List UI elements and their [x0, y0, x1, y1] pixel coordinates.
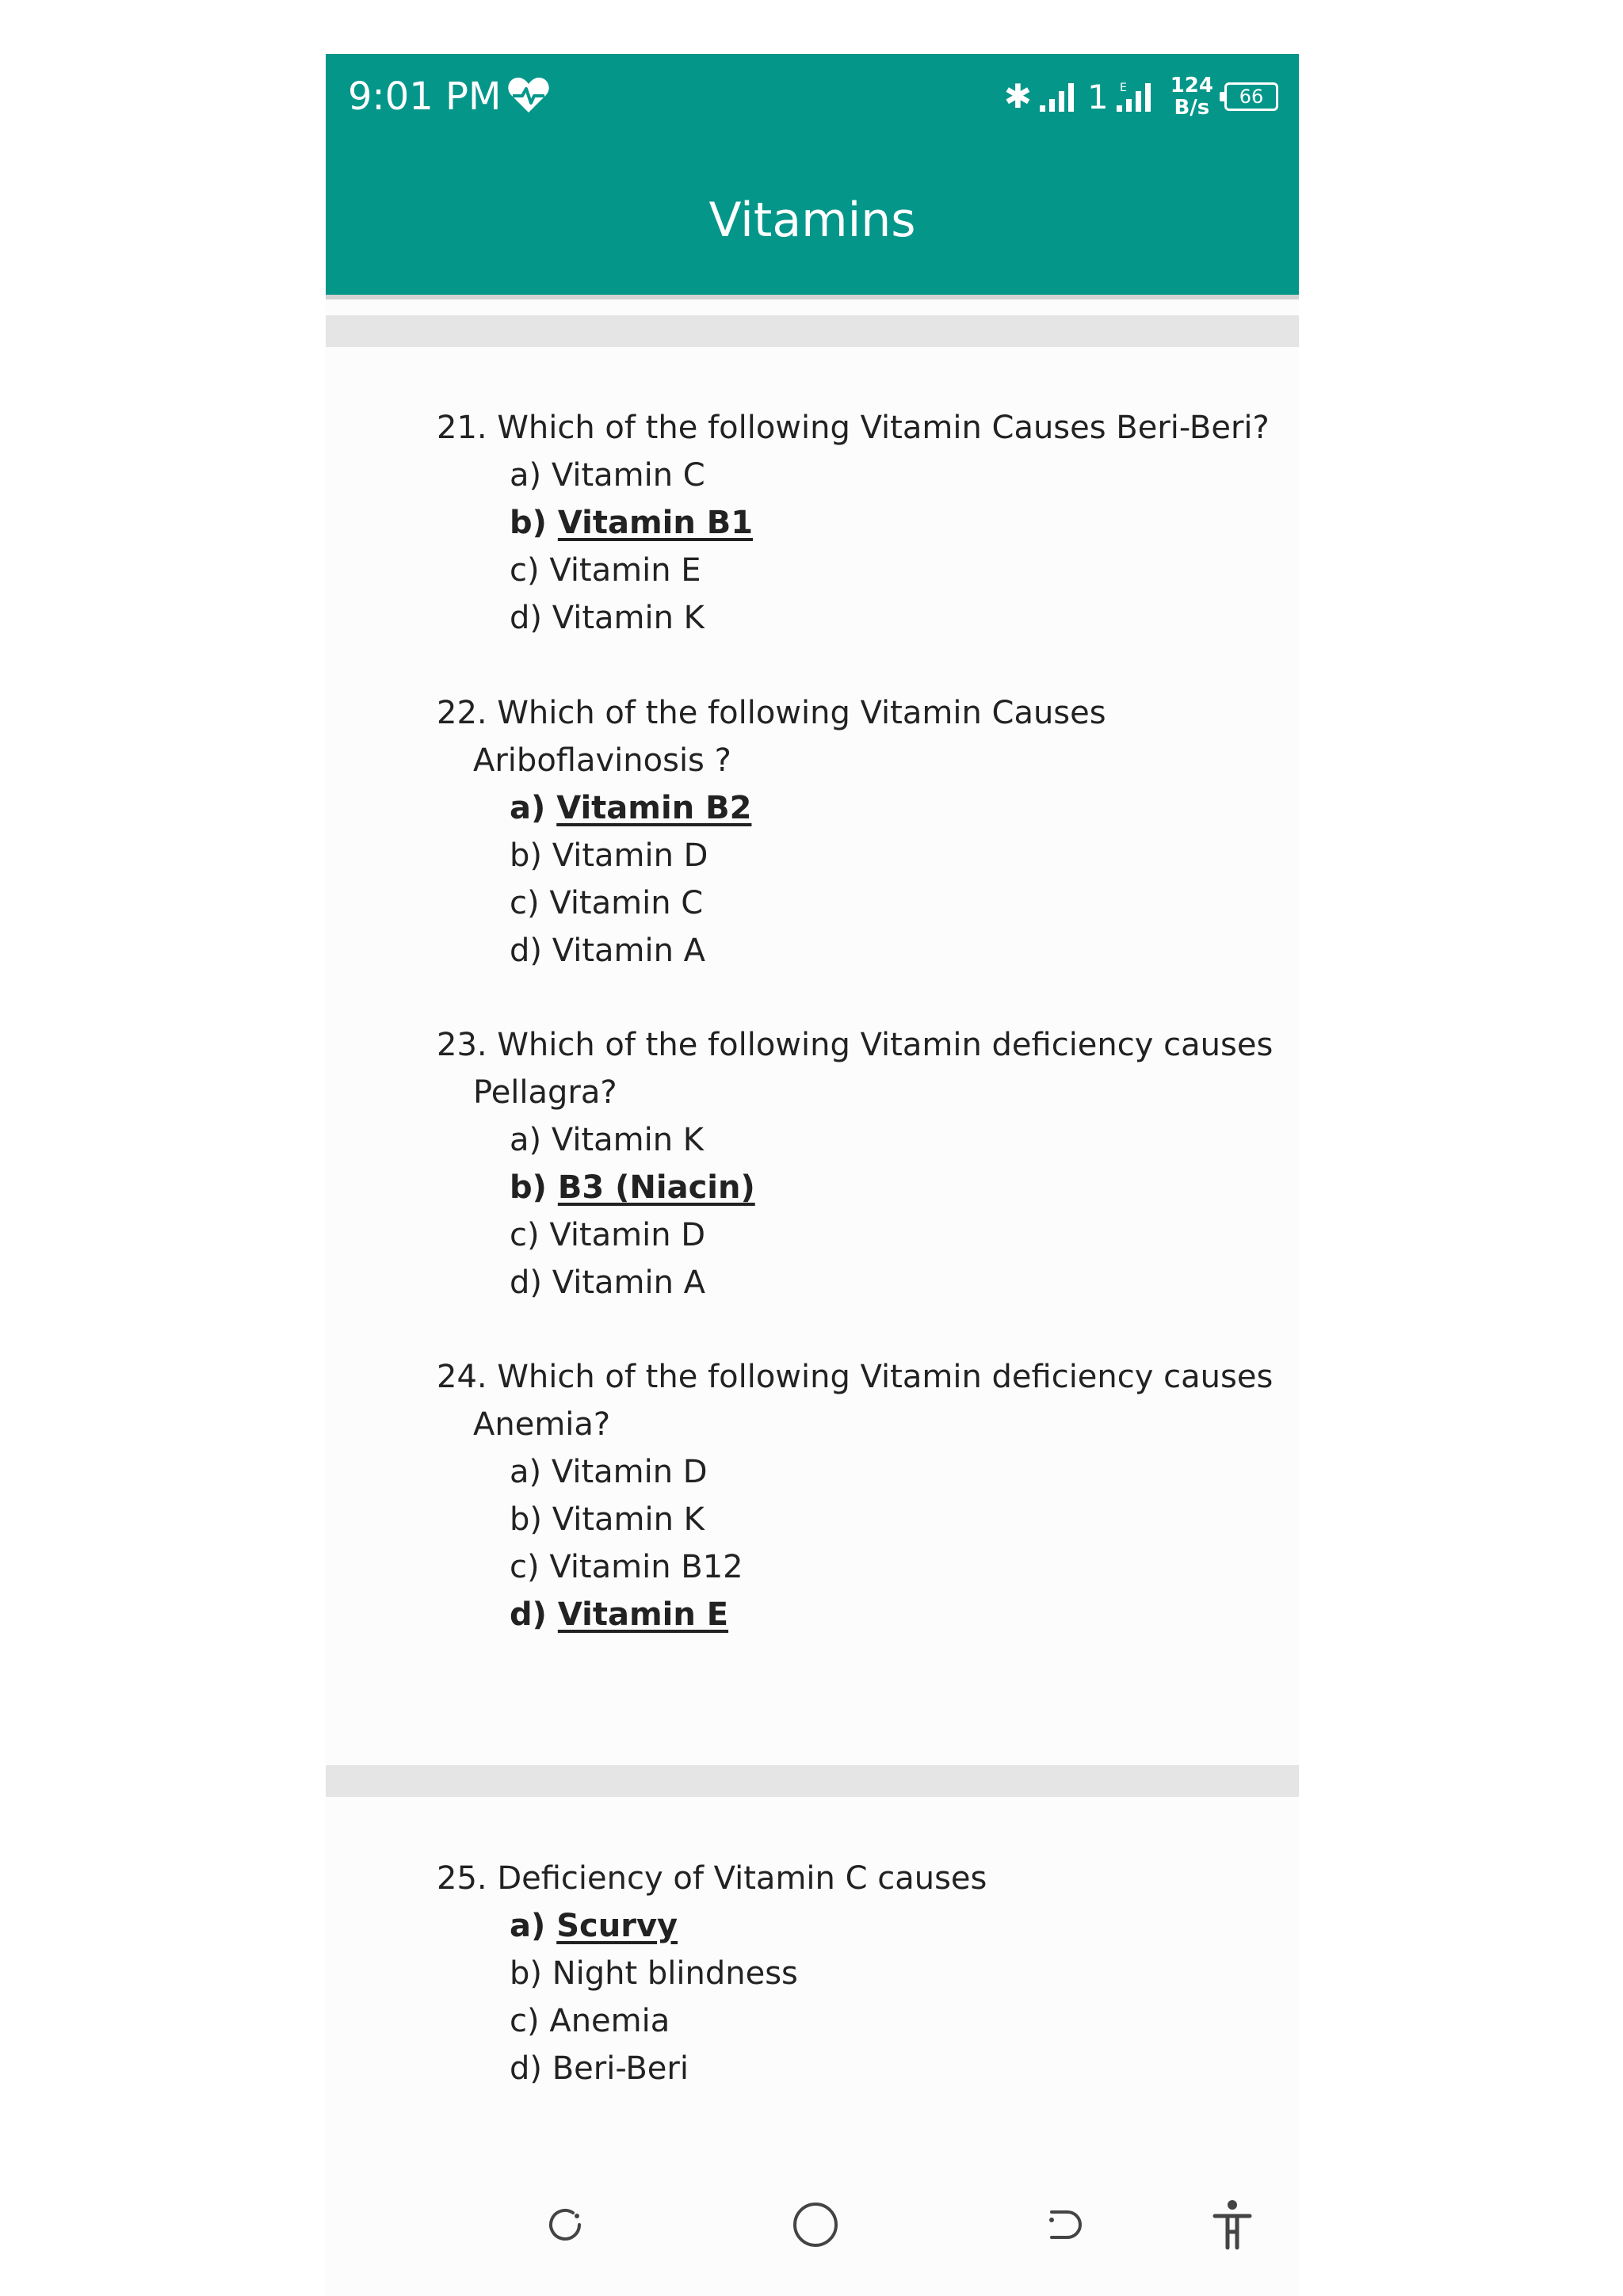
option-d: d) Vitamin A	[510, 933, 706, 969]
question-text: 21. Which of the following Vitamin Causes Beri-Beri?	[437, 410, 1270, 446]
option-a-correct: a) Vitamin B2	[510, 790, 752, 826]
option-b: b) Night blindness	[510, 1955, 798, 1992]
option-d-correct: d) Vitamin E	[510, 1596, 729, 1633]
option-d: d) Vitamin A	[510, 1264, 706, 1301]
option-d: d) Vitamin K	[510, 600, 705, 636]
question-21	[437, 404, 1277, 642]
network-speed	[1170, 74, 1213, 119]
page-separator	[326, 315, 1299, 347]
signal-icon	[1037, 80, 1083, 113]
question-text: 25. Deficiency of Vitamin C causes	[437, 1860, 987, 1897]
signal-e-icon	[1113, 80, 1159, 113]
status-time: 9:01 PM	[348, 74, 502, 119]
recent-apps-button[interactable]	[533, 2193, 597, 2256]
page-title: Vitamins	[708, 193, 916, 248]
navigation-bar	[326, 2169, 1299, 2280]
status-icons	[1004, 65, 1278, 128]
option-a: a) Vitamin K	[510, 1122, 705, 1158]
question-text: 23. Which of the following Vitamin deficiency causes	[437, 1027, 1274, 1063]
question-text-continued: Anemia?	[473, 1406, 611, 1443]
app-bar-shadow	[326, 295, 1299, 299]
battery-icon	[1224, 82, 1278, 111]
question-text-continued: Ariboflavinosis ?	[473, 742, 731, 779]
option-d: d) Beri-Beri	[510, 2050, 689, 2087]
accessibility-button[interactable]	[1201, 2193, 1264, 2256]
home-icon	[790, 2199, 841, 2250]
heart-icon	[506, 74, 551, 116]
question-24	[437, 1353, 1277, 1638]
question-text: 22. Which of the following Vitamin Causes	[437, 695, 1106, 731]
option-c: c) Vitamin B12	[510, 1549, 743, 1585]
option-c: c) Vitamin C	[510, 885, 704, 921]
option-b-correct: b) Vitamin B1	[510, 505, 754, 541]
network-speed-value: 124	[1170, 74, 1213, 97]
option-c: c) Anemia	[510, 2003, 670, 2039]
page-separator	[326, 1765, 1299, 1797]
option-b: b) Vitamin K	[510, 1501, 705, 1538]
recent-apps-icon	[541, 2201, 589, 2248]
question-25	[437, 1855, 1277, 2092]
phone-screen	[326, 54, 1299, 2296]
back-icon	[1041, 2201, 1088, 2248]
question-23	[437, 1021, 1277, 1306]
option-c: c) Vitamin E	[510, 552, 701, 589]
option-b: b) Vitamin D	[510, 837, 708, 874]
option-c: c) Vitamin D	[510, 1217, 706, 1253]
network-speed-unit: B/s	[1174, 96, 1210, 120]
option-a-correct: a) Scurvy	[510, 1908, 678, 1944]
back-button[interactable]	[1033, 2193, 1096, 2256]
question-text: 24. Which of the following Vitamin deficiency causes	[437, 1359, 1274, 1395]
sim-1-label: 1	[1086, 77, 1109, 116]
app-bar	[326, 54, 1299, 295]
bluetooth-icon: ✱	[1003, 77, 1032, 116]
option-a: a) Vitamin D	[510, 1454, 708, 1490]
battery-level: 66	[1239, 86, 1264, 108]
home-button[interactable]	[784, 2193, 847, 2256]
question-22	[437, 689, 1277, 974]
option-a: a) Vitamin C	[510, 457, 705, 494]
question-text-continued: Pellagra?	[473, 1074, 617, 1111]
option-b-correct: b) B3 (Niacin)	[510, 1169, 755, 1206]
svg-text:E: E	[1119, 82, 1127, 94]
accessibility-icon	[1209, 2197, 1256, 2252]
